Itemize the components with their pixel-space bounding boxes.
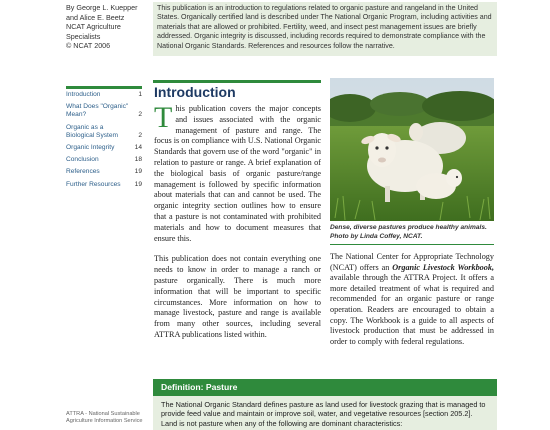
- footer-text: [66, 411, 150, 425]
- toc-top-bar: [66, 86, 142, 89]
- intro-paragraph-1-text: his publication covers the major concepts and issues associated with the organic management of pasture and range. The focus is on compliance with U.S. National Organic Standards that govern use of the word "organic" in relation to pasture or range. A brief explanation of the biological basis of organic pasture/range management is followed by specific information about materials that can and cannot be used. The organic integrity section outlines how to ensure that a pasture is not contaminated with prohibited materials and how to document measures that ensure this.: [154, 104, 321, 243]
- definition-body: The National Organic Standard defines pasture as land used for livestock grazing that is managed to provide feed value and maintain or improve soil, water, and vegetative resources [section 205.2]. Land is not pasture when any of the following are dominant characteristics:: [153, 396, 497, 430]
- author-line: and Alice E. Beetz: [66, 12, 125, 22]
- toc-item-organic-integrity[interactable]: [66, 144, 142, 152]
- author-line: © NCAT 2006: [66, 41, 111, 51]
- toc-label: What Does "Organic" Mean?: [66, 103, 129, 119]
- author-block: [66, 3, 148, 51]
- toc-page: 2: [138, 131, 142, 139]
- toc-page: 18: [134, 156, 142, 164]
- toc-label: Further Resources: [66, 180, 121, 188]
- toc-label: Organic as a Biological System: [66, 123, 119, 139]
- toc-page: 2: [138, 111, 142, 119]
- toc-item-references[interactable]: [66, 168, 142, 176]
- intro-body: [154, 101, 321, 351]
- intro-top-bar: [153, 80, 321, 83]
- toc-label: Organic Integrity: [66, 144, 115, 152]
- abstract-box: This publication is an introduction to regulations related to organic pasture and rangeland in the United States. Organically certified land is described under The National Organic Program, including activities and materials that are allowed or prohibited. Fertility, weed, and insect pest management issues are briefly addressed. Organic integrity is discussed, including records required to demonstrate compliance with the National Organic Standards. References and resources follow the narrative.: [153, 2, 497, 56]
- toc-page: 1: [138, 91, 142, 98]
- author-line: Specialists: [66, 31, 101, 41]
- intro-paragraph-1: [154, 101, 321, 244]
- toc-page: 19: [134, 168, 142, 176]
- author-line: By George L. Kuepper: [66, 3, 138, 12]
- toc-page: 19: [134, 180, 142, 188]
- toc-label: Introduction: [66, 91, 101, 98]
- workbook-text-before: The National Center for Appropriate Technology (NCAT) offers an: [330, 252, 494, 272]
- caption-separator: [330, 244, 494, 245]
- toc-label: Conclusion: [66, 156, 99, 164]
- definition-heading: Definition: Pasture: [153, 379, 497, 396]
- toc-item-further-resources[interactable]: [66, 181, 142, 189]
- toc-page: 14: [134, 144, 142, 152]
- footer-line: ATTRA - National Sustainable: [66, 411, 140, 417]
- table-of-contents: [66, 86, 142, 193]
- intro-paragraph-2: This publication does not contain everything one needs to know in order to manage a ranch or pasture organically. There is much more information that will be important to specific circumstances. More information on how to manage livestock, pasture and range is available from many other sources, including several ATTRA publications listed within.: [154, 254, 321, 339]
- drop-cap: T: [154, 101, 173, 134]
- toc-item-conclusion[interactable]: [66, 156, 142, 164]
- section-heading: Introduction: [154, 84, 236, 100]
- footer-line: Agriculture Information Service: [66, 418, 143, 424]
- workbook-text-after: available through the ATTRA Project. It offers a more detailed treatment of what is required and recommended for an organic pasture or range operation. Readers are encouraged to obtain a copy. The Workbook is a guide to all aspects of livestock production that must be addressed in order to comply with federal regulations.: [330, 273, 494, 346]
- toc-item-organic-biological-system[interactable]: [66, 124, 142, 140]
- photo-caption: Dense, diverse pastures produce healthy animals. Photo by Linda Coffey, NCAT.: [330, 224, 487, 240]
- sheep-photo-illustration: [330, 78, 494, 221]
- toc-label: References: [66, 168, 100, 176]
- author-line: NCAT Agriculture: [66, 22, 121, 32]
- workbook-title: Organic Livestock Workbook,: [392, 262, 494, 272]
- sheep-pasture-photo: [330, 78, 494, 221]
- toc-item-what-does-organic-mean[interactable]: [66, 103, 142, 119]
- workbook-paragraph: [330, 252, 494, 347]
- toc-item-introduction[interactable]: [66, 91, 142, 99]
